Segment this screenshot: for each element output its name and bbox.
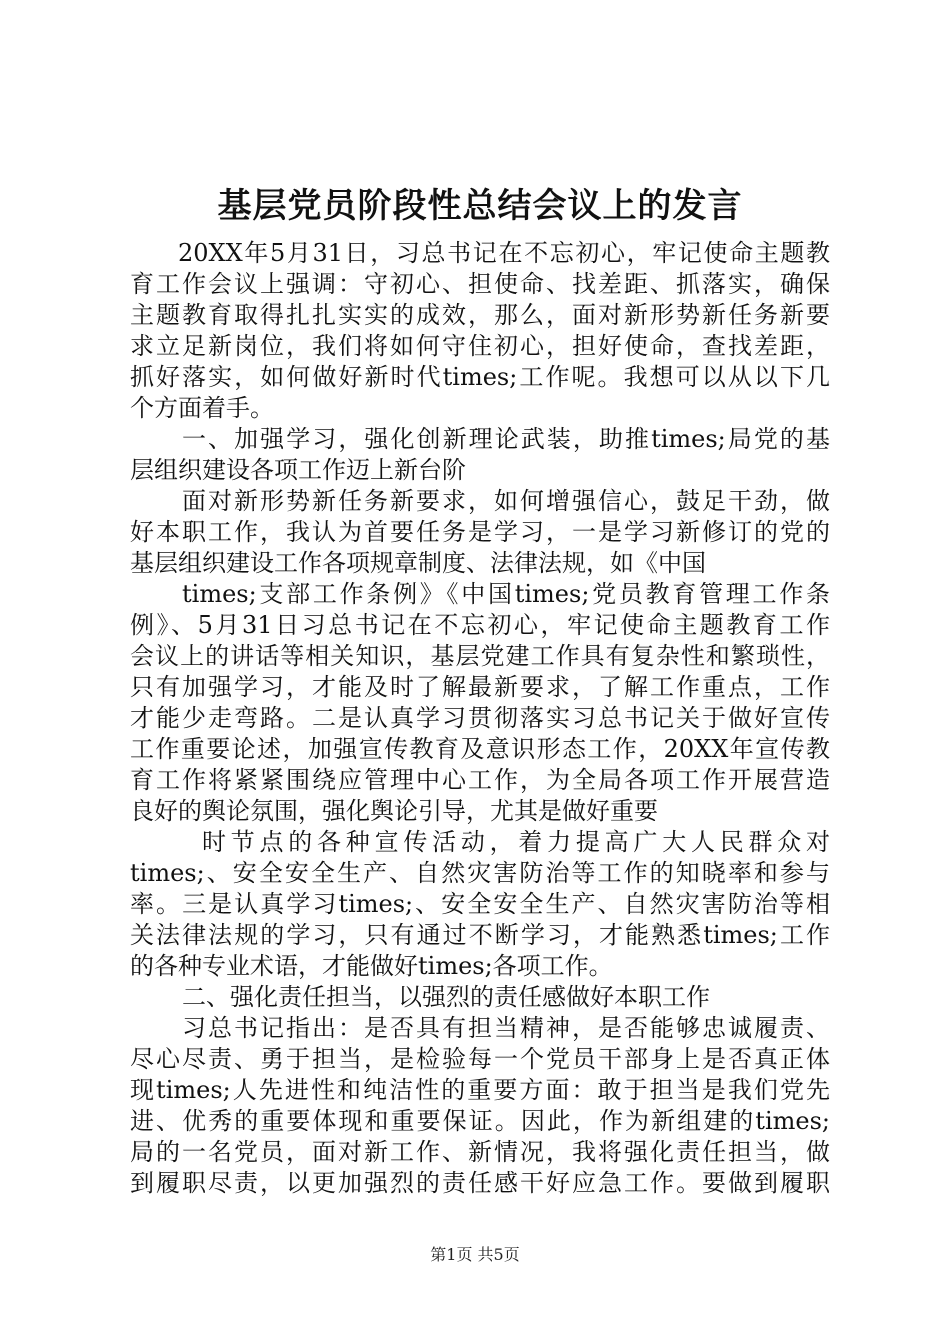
text-line: 20XX年5月31日，习总书记在不忘初心，牢记使命主题教 bbox=[178, 239, 830, 267]
text-line: 的各种专业术语，才能做好times;各项工作。 bbox=[130, 952, 613, 980]
text-line: 进、优秀的重要体现和重要保证。因此，作为新组建的times; bbox=[130, 1107, 830, 1135]
text-line: 求立足新岗位，我们将如何守住初心，担好使命，查找差距， bbox=[130, 332, 830, 360]
text-line: 好本职工作，我认为首要任务是学习，一是学习新修订的党的 bbox=[130, 518, 830, 546]
text-line: 关法律法规的学习，只有通过不断学习，才能熟悉times;工作 bbox=[130, 921, 830, 949]
text-line: times;支部工作条例》《中国times;党员教育管理工作条 bbox=[182, 580, 830, 608]
page-number-footer: 第1页 共5页 bbox=[430, 1245, 520, 1264]
text-line: 基层组织建设工作各项规章制度、法律法规，如《中国 bbox=[130, 549, 706, 577]
text-line: 主题教育取得扎扎实实的成效，那么，面对新形势新任务新要 bbox=[130, 301, 830, 329]
text-line: 局的一名党员，面对新工作、新情况，我将强化责任担当，做 bbox=[130, 1138, 830, 1166]
text-line: 习总书记指出：是否具有担当精神，是否能够忠诚履责、 bbox=[182, 1014, 830, 1042]
text-line: 抓好落实，如何做好新时代times;工作呢。我想可以从以下几 bbox=[130, 363, 830, 391]
text-line: 尽心尽责、勇于担当，是检验每一个党员干部身上是否真正体 bbox=[130, 1045, 830, 1073]
text-line: 会议上的讲话等相关知识，基层党建工作具有复杂性和繁琐性， bbox=[130, 642, 830, 670]
text-line: 育工作将紧紧围绕应管理中心工作，为全局各项工作开展营造 bbox=[130, 766, 830, 794]
section-heading-line: 层组织建设各项工作迈上新台阶 bbox=[130, 456, 466, 484]
text-line: 到履职尽责，以更加强烈的责任感干好应急工作。要做到履职 bbox=[130, 1169, 830, 1197]
text-line: 工作重要论述，加强宣传教育及意识形态工作，20XX年宣传教 bbox=[130, 735, 830, 763]
text-line: 育工作会议上强调：守初心、担使命、找差距、抓落实，确保 bbox=[130, 270, 830, 298]
text-line: 只有加强学习，才能及时了解最新要求，了解工作重点，工作 bbox=[130, 673, 830, 701]
document-body bbox=[130, 238, 830, 1199]
text-line: 现times;人先进性和纯洁性的重要方面：敢于担当是我们党先 bbox=[130, 1076, 830, 1104]
text-line: 例》、5月31日习总书记在不忘初心，牢记使命主题教育工作 bbox=[130, 611, 830, 639]
text-line: 面对新形势新任务新要求，如何增强信心，鼓足干劲，做 bbox=[182, 487, 830, 515]
section-heading-line: 一、加强学习，强化创新理论武装，助推times;局党的基 bbox=[182, 425, 830, 453]
text-line: 个方面着手。 bbox=[130, 394, 274, 422]
document-title: 基层党员阶段性总结会议上的发言 bbox=[217, 186, 743, 226]
text-line: 才能少走弯路。二是认真学习贯彻落实习总书记关于做好宣传 bbox=[130, 704, 830, 732]
text-line: 良好的舆论氛围，强化舆论引导，尤其是做好重要 bbox=[130, 797, 658, 825]
text-line: times;、安全安全生产、自然灾害防治等工作的知晓率和参与 bbox=[130, 859, 830, 887]
text-line: 率。三是认真学习times;、安全安全生产、自然灾害防治等相 bbox=[130, 890, 830, 918]
text-line: 时节点的各种宣传活动，着力提高广大人民群众对 bbox=[202, 828, 830, 856]
section-heading-line: 二、强化责任担当，以强烈的责任感做好本职工作 bbox=[182, 983, 710, 1011]
